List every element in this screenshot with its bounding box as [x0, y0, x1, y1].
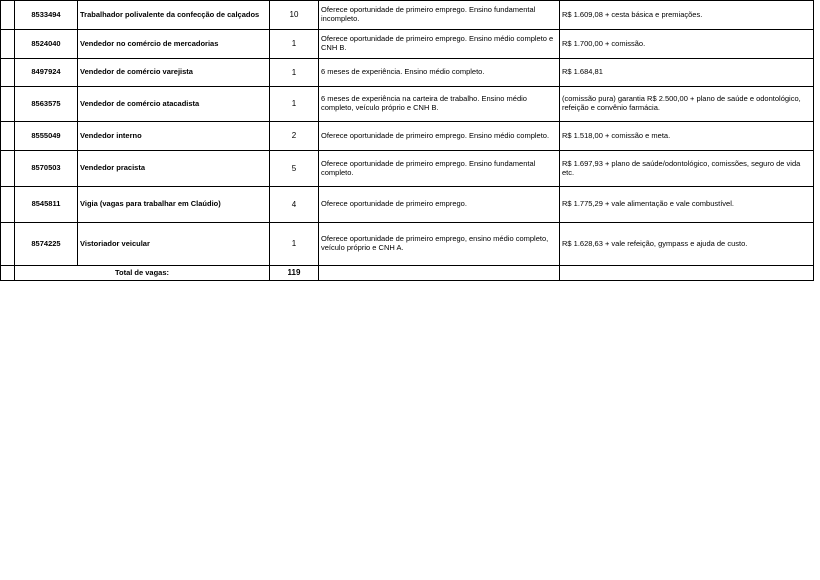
total-empty-cell — [560, 266, 814, 281]
job-title-cell: Vigia (vagas para trabalhar em Claúdio) — [78, 187, 270, 223]
total-label-cell: Total de vagas: — [15, 266, 270, 281]
job-requirements-cell: Oferece oportunidade de primeiro emprego. Ensino médio completo. — [319, 122, 560, 151]
job-salary-cell: R$ 1.609,08 + cesta básica e premiações. — [560, 1, 814, 30]
job-title-cell: Vendedor de comércio varejista — [78, 59, 270, 87]
job-requirements-cell: Oferece oportunidade de primeiro emprego. — [319, 187, 560, 223]
job-code-cell: 8574225 — [15, 223, 78, 266]
row-spacer-cell — [1, 151, 15, 187]
job-title-cell: Vendedor interno — [78, 122, 270, 151]
job-salary-cell: R$ 1.518,00 + comissão e meta. — [560, 122, 814, 151]
job-title-cell: Vendedor de comércio atacadista — [78, 87, 270, 122]
table-row — [1, 87, 814, 122]
job-quantity-cell: 1 — [270, 59, 319, 87]
job-title-cell: Vendedor pracista — [78, 151, 270, 187]
job-code-cell: 8524040 — [15, 30, 78, 59]
row-spacer-cell — [1, 122, 15, 151]
total-value-cell: 119 — [270, 266, 319, 281]
job-salary-cell: R$ 1.700,00 + comissão. — [560, 30, 814, 59]
job-quantity-cell: 2 — [270, 122, 319, 151]
table-row — [1, 59, 814, 87]
job-salary-cell: R$ 1.775,29 + vale alimentação e vale combustível. — [560, 187, 814, 223]
job-code-cell: 8533494 — [15, 1, 78, 30]
table-row — [1, 187, 814, 223]
job-code-cell: 8570503 — [15, 151, 78, 187]
total-empty-cell — [319, 266, 560, 281]
row-spacer-cell — [1, 187, 15, 223]
job-requirements-cell: Oferece oportunidade de primeiro emprego. Ensino fundamental incompleto. — [319, 1, 560, 30]
job-requirements-cell: Oferece oportunidade de primeiro emprego. Ensino médio completo e CNH B. — [319, 30, 560, 59]
row-spacer-cell — [1, 266, 15, 281]
job-quantity-cell: 1 — [270, 87, 319, 122]
job-salary-cell: R$ 1.697,93 + plano de saúde/odontológico, comissões, seguro de vida etc. — [560, 151, 814, 187]
table-row — [1, 1, 814, 30]
job-quantity-cell: 10 — [270, 1, 319, 30]
job-title-cell: Vistoriador veicular — [78, 223, 270, 266]
job-requirements-cell: Oferece oportunidade de primeiro emprego, ensino médio completo, veículo próprio e CNH A. — [319, 223, 560, 266]
row-spacer-cell — [1, 223, 15, 266]
job-requirements-cell: 6 meses de experiência. Ensino médio completo. — [319, 59, 560, 87]
job-vacancies-table — [0, 0, 814, 281]
job-salary-cell: (comissão pura) garantia R$ 2.500,00 + plano de saúde e odontológico, refeição e convênio farmácia. — [560, 87, 814, 122]
job-code-cell: 8545811 — [15, 187, 78, 223]
table-row — [1, 122, 814, 151]
row-spacer-cell — [1, 87, 15, 122]
table-row — [1, 30, 814, 59]
job-title-cell: Trabalhador polivalente da confecção de calçados — [78, 1, 270, 30]
job-quantity-cell: 1 — [270, 223, 319, 266]
job-requirements-cell: Oferece oportunidade de primeiro emprego. Ensino fundamental completo. — [319, 151, 560, 187]
row-spacer-cell — [1, 30, 15, 59]
job-quantity-cell: 1 — [270, 30, 319, 59]
total-row — [1, 266, 814, 281]
job-code-cell: 8497924 — [15, 59, 78, 87]
job-vacancies-body — [1, 1, 814, 281]
table-row — [1, 223, 814, 266]
row-spacer-cell — [1, 59, 15, 87]
job-code-cell: 8563575 — [15, 87, 78, 122]
job-requirements-cell: 6 meses de experiência na carteira de trabalho. Ensino médio completo, veículo próprio e CNH B. — [319, 87, 560, 122]
job-quantity-cell: 5 — [270, 151, 319, 187]
table-row — [1, 151, 814, 187]
row-spacer-cell — [1, 1, 15, 30]
job-salary-cell: R$ 1.684,81 — [560, 59, 814, 87]
job-quantity-cell: 4 — [270, 187, 319, 223]
job-code-cell: 8555049 — [15, 122, 78, 151]
job-salary-cell: R$ 1.628,63 + vale refeição, gympass e ajuda de custo. — [560, 223, 814, 266]
job-title-cell: Vendedor no comércio de mercadorias — [78, 30, 270, 59]
